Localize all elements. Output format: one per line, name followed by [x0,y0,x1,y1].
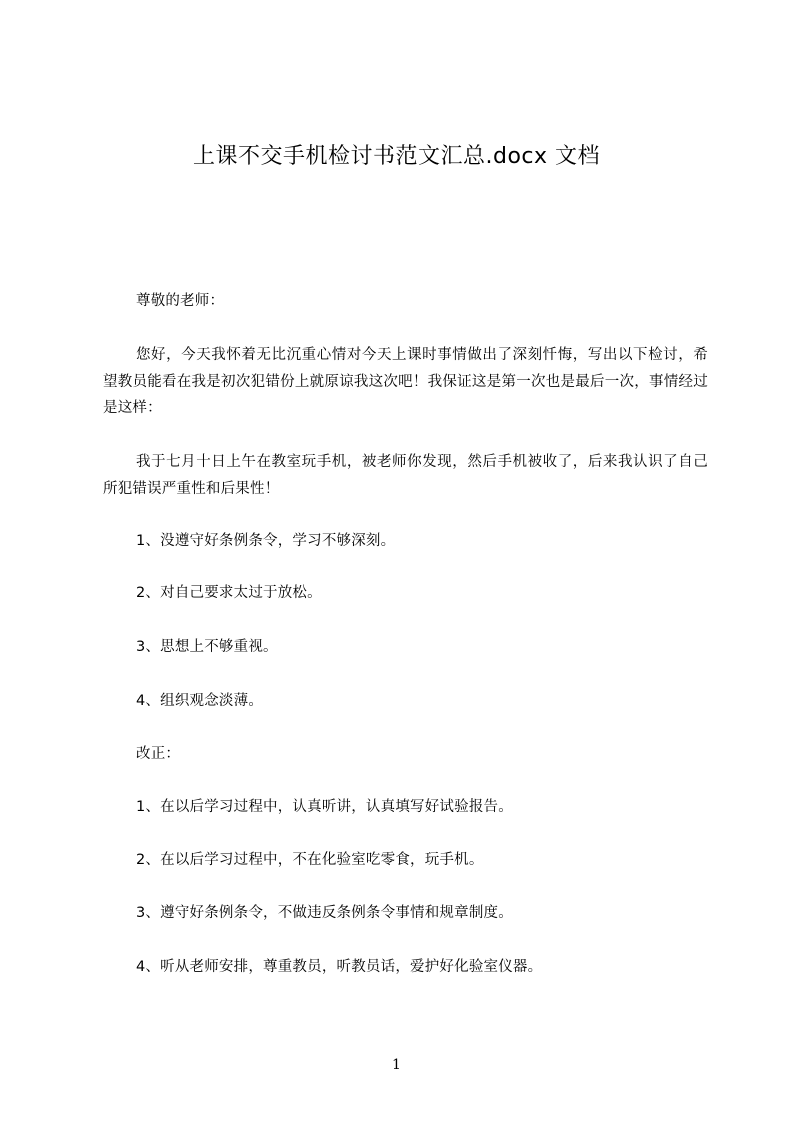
correction-item-1: 1、在以后学习过程中，认真听讲，认真填写好试验报告。 [136,799,513,815]
document-title: 上课不交手机检讨书范文汇总.docx 文档 [192,144,601,169]
reason-item-1: 1、没遵守好条例条令，学习不够深刻。 [136,533,396,549]
reason-item-4: 4、组织观念淡薄。 [136,693,264,709]
salutation: 尊敬的老师： [136,293,225,309]
correction-heading: 改正： [136,746,181,762]
reason-item-2: 2、对自己要求太过于放松。 [136,585,322,601]
correction-item-2: 2、在以后学习过程中，不在化验室吃零食，玩手机。 [136,852,484,868]
intro-paragraph: 您好，今天我怀着无比沉重心情对今天上课时事情做出了深刻忏悔，写出以下检讨，希望教员能看在我是初次犯错份上就原谅我这次吧！我保证这是第一次也是最后一次，事情经过是这样： [103,347,708,416]
correction-item-4: 4、听从老师安排，尊重教员，听教员话，爱护好化验室仪器。 [136,959,543,975]
page-number: 1 [392,1057,401,1073]
reason-item-3: 3、思想上不够重视。 [136,639,278,655]
correction-item-3: 3、遵守好条例条令，不做违反条例条令事情和规章制度。 [136,905,513,921]
event-paragraph: 我于七月十日上午在教室玩手机，被老师你发现，然后手机被收了，后来我认识了自己所犯错误严重性和后果性！ [103,454,708,497]
